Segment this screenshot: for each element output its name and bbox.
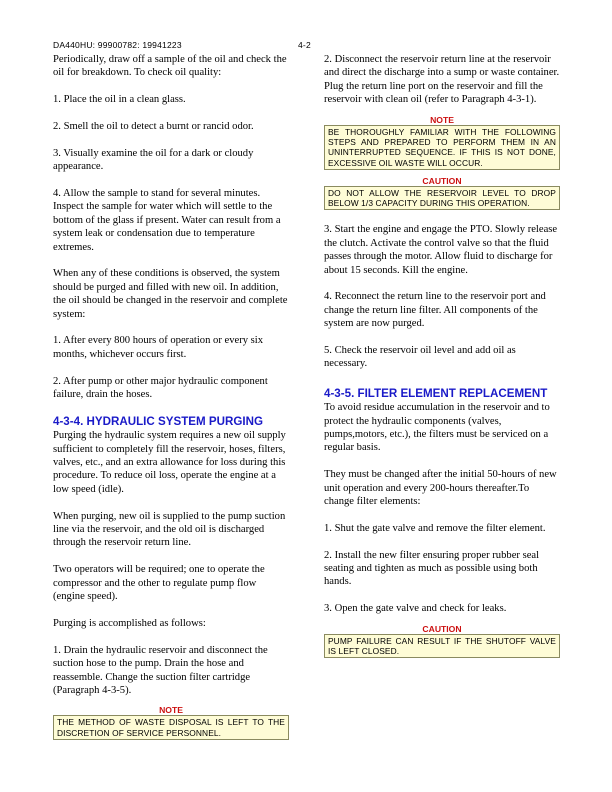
note-title: NOTE bbox=[430, 114, 454, 125]
list-item: 4. Allow the sample to stand for several minutes. Inspect the sample for water which will settle to the bottom of the glass if present. Water can result from a system leak or condensation due to temperature extremes. bbox=[53, 188, 281, 253]
list-item: 1. Place the oil in a clean glass. bbox=[53, 94, 186, 106]
list-item: 3. Start the engine and engage the PTO. Slowly release the clutch. Activate the control valve so that the fluid passes through the motor. Allow fluid to discharge for about 15 seconds. Kill the engine. bbox=[324, 224, 558, 276]
caution-box: DO NOT ALLOW THE RESERVOIR LEVEL TO DROP BELOW 1/3 CAPACITY DURING THIS OPERATION. bbox=[324, 186, 560, 211]
list-item: 3. Open the gate valve and check for leaks. bbox=[324, 603, 507, 615]
section-heading-filter: 4-3-5. FILTER ELEMENT REPLACEMENT bbox=[324, 386, 548, 400]
list-item: 2. Disconnect the reservoir return line at the reservoir and direct the discharge into a sump or waste container. Plug the return line port on the reservoir and fill the reservoir with clean oil (refer to Paragraph 4-3-1). bbox=[324, 54, 560, 106]
paragraph: Purging the hydraulic system requires a new oil supply sufficient to completely fill the reservoir, hoses, filters, valves, etc., and an extra allowance for loss during this procedure. To reduce oil loss, operate the engine at a low speed (idle). bbox=[53, 430, 286, 495]
document-id: DA440HU: 99900782: 19941223 bbox=[53, 40, 182, 50]
left-column bbox=[53, 53, 289, 753]
paragraph: When any of these conditions is observed, the system should be purged and filled with new oil. In addition, the oil should be changed in the reservoir and complete system: bbox=[53, 268, 288, 320]
caution-box: PUMP FAILURE CAN RESULT IF THE SHUTOFF VALVE IS LEFT CLOSED. bbox=[324, 634, 560, 659]
list-item: 2. Smell the oil to detect a burnt or rancid odor. bbox=[53, 121, 254, 132]
paragraph: Periodically, draw off a sample of the oil and check the oil for breakdown. To check oil quality: bbox=[53, 54, 287, 79]
paragraph: When purging, new oil is supplied to the pump suction line via the reservoir, and the old oil is discharged through the reservoir return line. bbox=[53, 510, 286, 549]
list-item: 3. Visually examine the oil for a dark or cloudy appearance. bbox=[53, 147, 254, 173]
paragraph: Purging is accomplished as follows: bbox=[53, 617, 206, 629]
page-number: 4-2 bbox=[298, 40, 311, 50]
list-item: 2. Install the new filter ensuring proper rubber seal seating and tighten as much as possible using both hands. bbox=[324, 549, 540, 588]
note-box: THE METHOD OF WASTE DISPOSAL IS LEFT TO THE DISCRETION OF SERVICE PERSONNEL. bbox=[53, 715, 289, 740]
list-item: 1. Shut the gate valve and remove the filter element. bbox=[324, 522, 546, 534]
caution-title: CAUTION bbox=[422, 623, 462, 634]
section-heading-purging: 4-3-4. HYDRAULIC SYSTEM PURGING bbox=[53, 414, 264, 428]
paragraph: They must be changed after the initial 50-hours of new unit operation and every 200-hours thereafter.To change filter elements: bbox=[324, 469, 557, 508]
paragraph: To avoid residue accumulation in the reservoir and to protect the hydraulic components (valves, pumps,motors, etc.), the filters must be serviced on a regular basis. bbox=[324, 402, 550, 454]
list-item: 1. Drain the hydraulic reservoir and disconnect the suction hose to the pump. Drain the hose and reassemble. Change the suction filter cartridge (Paragraph 4-3-5). bbox=[53, 644, 268, 696]
paragraph: Two operators will be required; one to operate the compressor and the other to regulate pump flow (engine speed). bbox=[53, 564, 265, 603]
list-item: 5. Check the reservoir oil level and add oil as necessary. bbox=[324, 345, 516, 370]
list-item: 2. After pump or other major hydraulic component failure, drain the hoses. bbox=[53, 375, 268, 401]
caution-title: CAUTION bbox=[422, 175, 462, 186]
right-column bbox=[324, 53, 560, 671]
note-box: BE THOROUGHLY FAMILIAR WITH THE FOLLOWING STEPS AND PREPARED TO PERFORM THEM IN AN UNINTERRUPTED SEQUENCE. IF THIS IS NOT DONE, EXCESSIVE OIL WASTE WILL OCCUR. bbox=[324, 125, 560, 170]
list-item: 4. Reconnect the return line to the reservoir port and change the return line filter. All components of the system are now purged. bbox=[324, 291, 546, 330]
list-item: 1. After every 800 hours of operation or every six months, whichever occurs first. bbox=[53, 335, 264, 360]
note-title: NOTE bbox=[159, 705, 183, 716]
